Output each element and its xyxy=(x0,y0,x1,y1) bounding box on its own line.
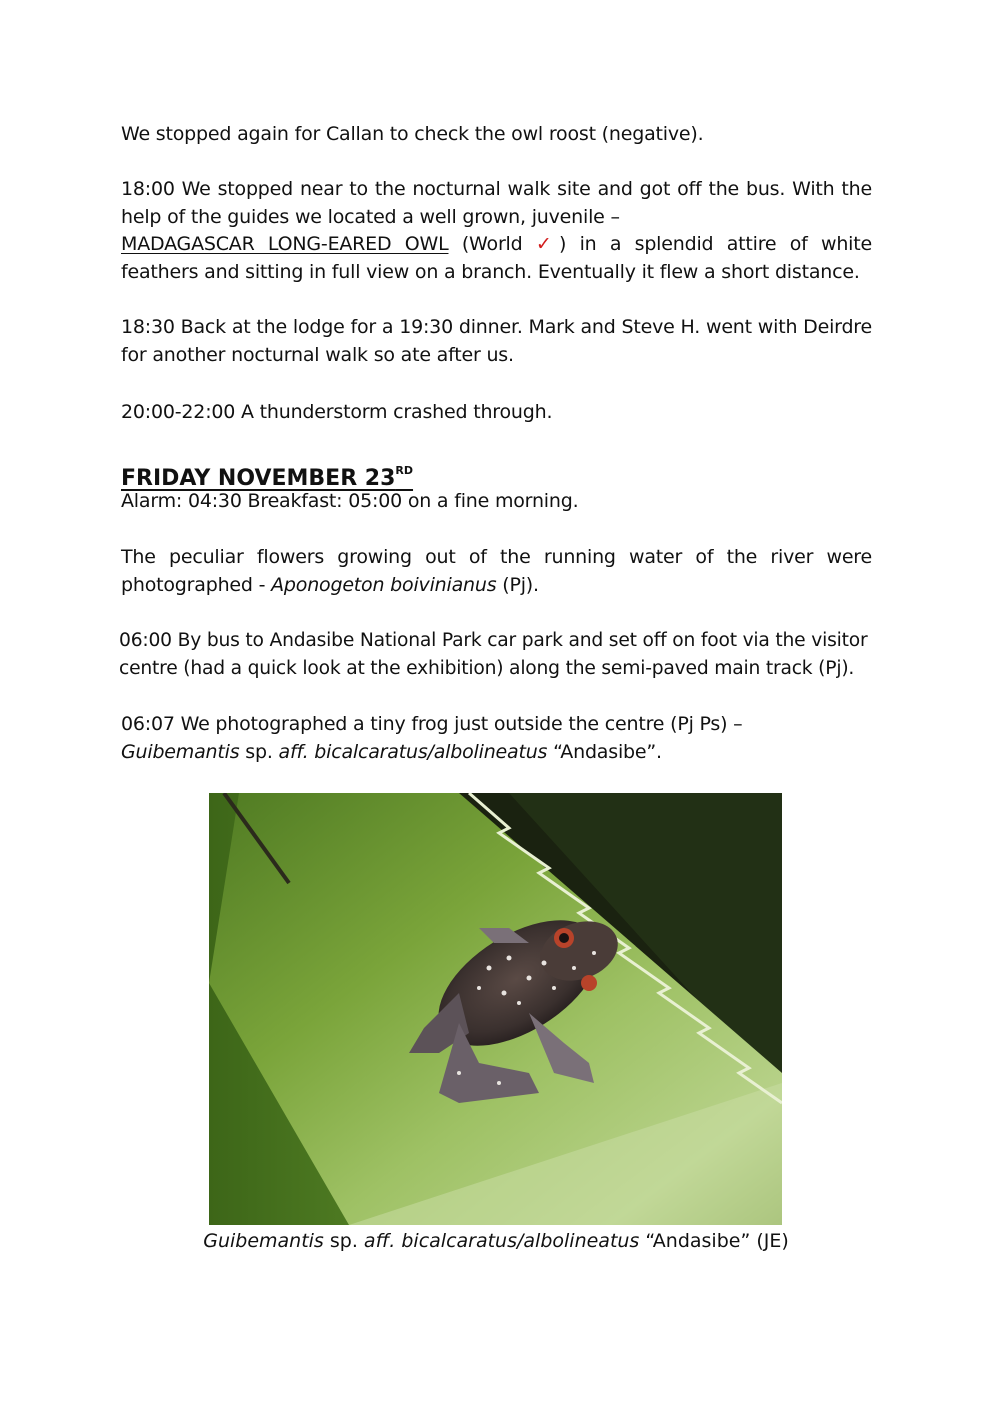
paragraph-alarm xyxy=(121,488,872,516)
caption-local-name: “Andasibe” (JE) xyxy=(639,1230,789,1252)
flowers-text: The peculiar flowers growing out of the running water of the river were photographed - xyxy=(121,546,872,596)
frog-local-name: “Andasibe”. xyxy=(547,740,662,763)
flowers-credit: (Pj). xyxy=(496,573,539,596)
caption-genus: Guibemantis xyxy=(203,1230,324,1252)
frog-affinity: aff. bicalcaratus/albolineatus xyxy=(278,740,548,763)
national-park-text: 06:00 By bus to Andasibe National Park car park and set off on foot via the visitor centre (had a quick look at the exhibition) along the semi-paved main track (Pj). xyxy=(119,630,868,679)
photo-caption xyxy=(0,1228,992,1255)
frog-photo xyxy=(209,793,782,1225)
frog-sp: sp. xyxy=(239,740,279,763)
day-heading-text: FRIDAY NOVEMBER 23 xyxy=(121,466,396,491)
species-madagascar-long-eared-owl: MADAGASCAR LONG-EARED OWL xyxy=(121,233,449,255)
caption-affinity: aff. bicalcaratus/albolineatus xyxy=(363,1230,640,1252)
checkmark-icon: ✓ xyxy=(535,233,560,255)
thunderstorm-text: 20:00-22:00 A thunderstorm crashed through. xyxy=(121,401,553,423)
species-aponogeton: Aponogeton boivinianus xyxy=(271,573,497,596)
alarm-text: Alarm: 04:30 Breakfast: 05:00 on a fine morning. xyxy=(121,490,579,512)
dinner-text: 18:30 Back at the lodge for a 19:30 dinner. Mark and Steve H. went with Deirdre for another nocturnal walk so ate after us. xyxy=(121,316,872,366)
paragraph-flowers xyxy=(121,544,872,599)
paragraph-thunderstorm xyxy=(121,399,872,427)
frog-genus: Guibemantis xyxy=(121,740,240,763)
owl-sighting-rest: in a splendid attire of white feathers and sitting in full view on a branch. Eventually it flew a short distance. xyxy=(121,233,872,283)
world-tick-open: (World xyxy=(461,233,536,255)
owl-roost-text: We stopped again for Callan to check the owl roost (negative). xyxy=(121,123,704,145)
owl-sighting-intro: 18:00 We stopped near to the nocturnal walk site and got off the bus. With the help of the guides we located a well grown, juvenile – xyxy=(121,178,872,228)
caption-sp: sp. xyxy=(323,1230,364,1252)
paragraph-owl-roost xyxy=(121,121,872,149)
frog-intro: 06:07 We photographed a tiny frog just outside the centre (Pj Ps) – xyxy=(121,713,743,735)
world-tick-close: ) xyxy=(559,233,567,255)
paragraph-frog xyxy=(121,711,872,766)
paragraph-dinner xyxy=(121,314,872,369)
paragraph-owl-sighting xyxy=(121,176,872,286)
day-heading-ordinal: RD xyxy=(395,464,414,477)
paragraph-national-park xyxy=(119,627,875,682)
